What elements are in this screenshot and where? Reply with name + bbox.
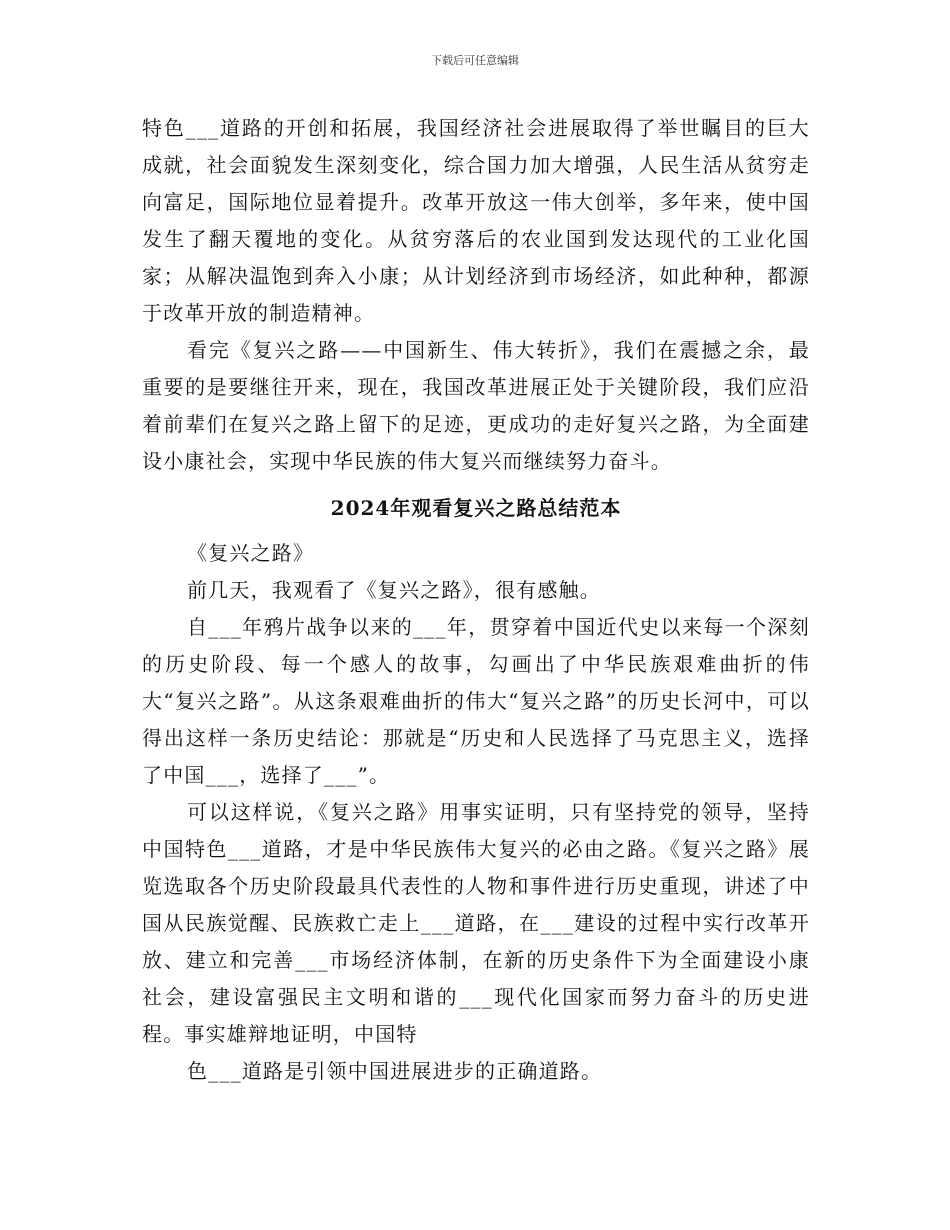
paragraph-ending: 色___道路是引领中国进展进步的正确道路。 (187, 1059, 603, 1083)
paragraph-conclusion: 看完《复兴之路——中国新生、伟大转折》，我们在震撼之余，最重要的是要继往开来，现在，我国改革进展正处于关键阶段，我们应沿着前辈们在复兴之路上留下的足迹，更成功的走好复兴之路，为全面建设小康社会，实现中华民族的伟大复兴而继续努力奋斗。 (142, 338, 810, 473)
paragraph-film-title: 《复兴之路》 (187, 541, 315, 565)
paragraph-evidence: 可以这样说，《复兴之路》用事实证明，只有坚持党的领导，坚持中国特色___道路，才是中华民族伟大复兴的必由之路。《复兴之路》展览选取各个历史阶段最具代表性的人物和事件进行历史重现，讲述了中国从民族觉醒、民族救亡走上___道路，在___建设的过程中实行改革开放、建立和完善___市场经济体制，在新的历史条件下为全面建设小康社会，建设富强民主文明和谐的___现代化国家而努力奋斗的历史进程。事实雄辩地证明，中国特 (142, 800, 810, 1046)
paragraph-intro: 前几天，我观看了《复兴之路》，很有感触。 (187, 578, 601, 602)
paragraph-continuation: 特色___道路的开创和拓展，我国经济社会进展取得了举世瞩目的巨大成就，社会面貌发生深刻变化，综合国力加大增强，人民生活从贫穷走向富足，国际地位显着提升。改革开放这一伟大创举，多年来，使中国发生了翻天覆地的变化。从贫穷落后的农业国到发达现代的工业化国家；从解决温饱到奔入小康；从计划经济到市场经济，如此种种，都源于改革开放的制造精神。 (142, 116, 810, 325)
page-header-note: 下载后可任意编辑 (431, 54, 519, 67)
document-body (142, 110, 810, 1090)
paragraph-history: 自___年鸦片战争以来的___年，贯穿着中国近代史以来每一个深刻的历史阶段、每一个感人的故事，勾画出了中华民族艰难曲折的伟大“复兴之路”。从这条艰难曲折的伟大“复兴之路”的历史长河中，可以得出这样一条历史结论：那就是“历史和人民选择了马克思主义，选择了中国___，选择了___”。 (142, 615, 810, 787)
section-title: 2024年观看复兴之路总结范本 (330, 496, 622, 520)
